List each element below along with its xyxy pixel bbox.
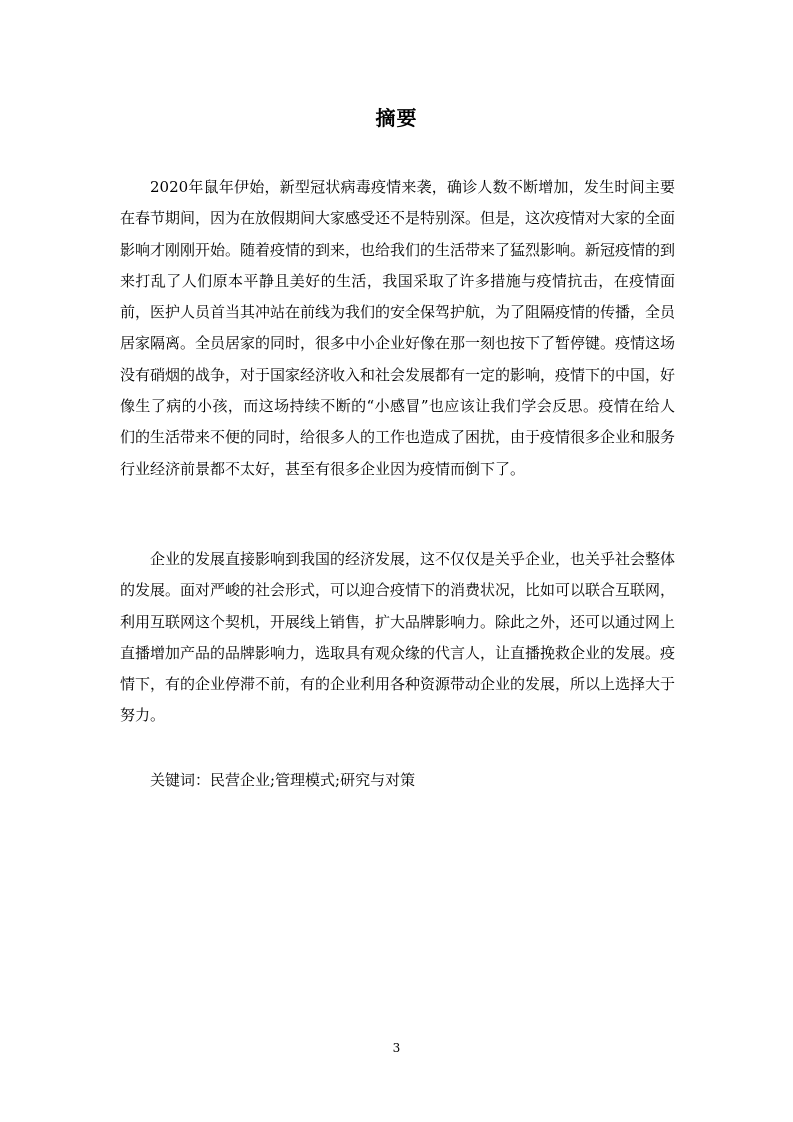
abstract-title: 摘要	[375, 106, 418, 130]
abstract-paragraph-2: 企业的发展直接影响到我国的经济发展，这不仅仅是关乎企业，也关乎社会整体的发展。面对严峻的社会形式，可以迎合疫情下的消费状况，比如可以联合互联网，利用互联网这个契机，开展线上销售，扩大品牌影响力。除此之外，还可以通过网上直播增加产品的品牌影响力，选取具有观众缘的代言人，让直播挽救企业的发展。疫情下，有的企业停滞不前，有的企业利用各种资源带动企业的发展，所以上选择大于努力。	[120, 550, 676, 725]
keywords-line: 关键词：民营企业;管理模式;研究与对策	[150, 771, 416, 789]
page-number: 3	[392, 1041, 401, 1055]
abstract-paragraph-1: 2020年鼠年伊始，新型冠状病毒疫情来袭，确诊人数不断增加，发生时间主要在春节期间，因为在放假期间大家感受还不是特别深。但是，这次疫情对大家的全面影响才刚刚开始。随着疫情的到来，也给我们的生活带来了猛烈影响。新冠疫情的到来打乱了人们原本平静且美好的生活，我国采取了许多措施与疫情抗击，在疫情面前，医护人员首当其冲站在前线为我们的安全保驾护航，为了阻隔疫情的传播，全员居家隔离。全员居家的同时，很多中小企业好像在那一刻也按下了暂停键。疫情这场没有硝烟的战争，对于国家经济收入和社会发展都有一定的影响，疫情下的中国，好像生了病的小孩，而这场持续不断的“小感冒”也应该让我们学会反思。疫情在给人们的生活带来不便的同时，给很多人的工作也造成了困扰，由于疫情很多企业和服务行业经济前景都不太好，甚至有很多企业因为疫情而倒下了。	[120, 178, 676, 478]
